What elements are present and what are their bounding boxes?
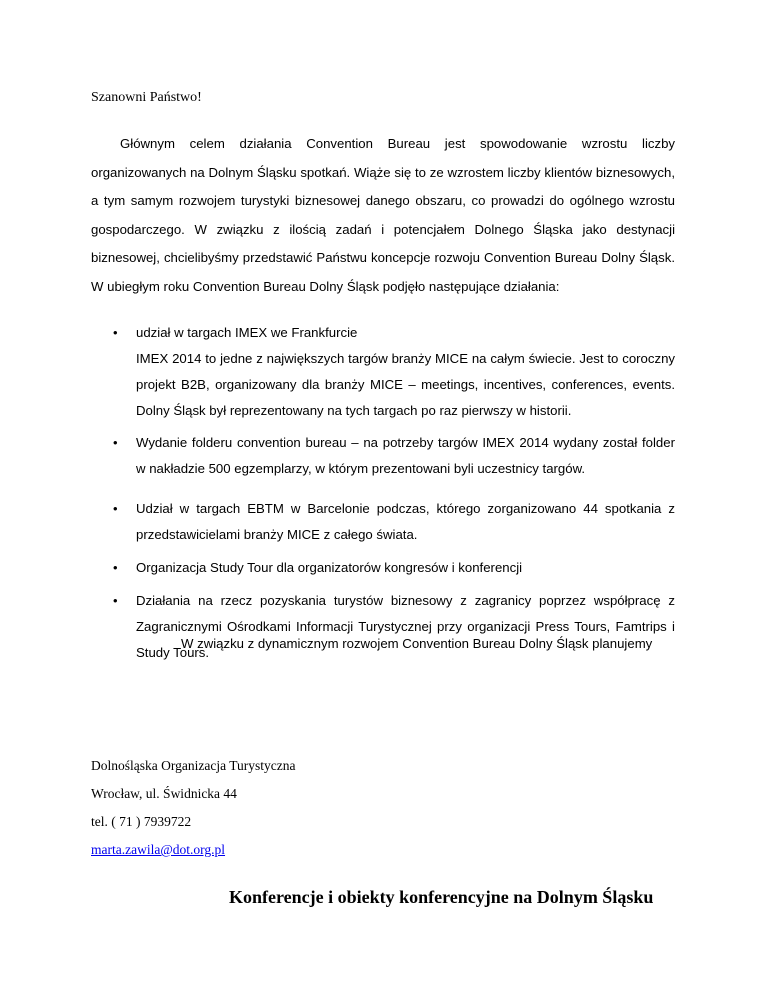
organization-name: Dolnośląska Organizacja Turystyczna xyxy=(91,758,296,773)
greeting: Szanowni Państwo! xyxy=(91,90,202,105)
list-item xyxy=(91,588,675,666)
list-item xyxy=(91,496,675,548)
contact-block xyxy=(91,752,295,864)
list-item-title: udział w targach IMEX we Frankfurcie xyxy=(136,325,358,340)
list-item-title: Organizacja Study Tour dla organizatorów kongresów i konferencji xyxy=(136,560,523,575)
intro-paragraph: Głównym celem działania Convention Bureau jest spowodowanie wzrostu liczby organizowanych na Dolnym Śląsku spotkań. Wiąże się to ze wzrostem liczby klientów biznesowych, a tym samym rozwojem turystyki biznesowej danego obszaru, co prowadzi do ogólnego wzrostu gospodarczego. W związku z ilością zadań i potencjałem Dolnego Śląska jako destynacji biznesowej, chcielibyśmy przedstawić Państwu koncepcje rozwoju Convention Bureau Dolny Śląsk. W ubiegłym roku Convention Bureau Dolny Śląsk podjęło następujące działania: xyxy=(91,136,675,294)
bullet-icon: • xyxy=(113,593,118,608)
activities-list xyxy=(91,320,675,666)
address: Wrocław, ul. Świdnicka 44 xyxy=(91,786,237,801)
bullet-icon: • xyxy=(113,560,118,575)
list-item-detail: IMEX 2014 to jedne z największych targów branży MICE na całym świecie. Jest to coroczny projekt B2B, organizowany dla branży MICE – meetings, incentives, conferences, events. Dolny Śląsk był reprezentowany na tych targach po raz pierwszy w historii. xyxy=(136,351,675,418)
bullet-icon: • xyxy=(113,435,118,450)
list-item-title: Działania na rzecz pozyskania turystów biznesowy z zagranicy poprzez współpracę z Zagranicznymi Ośrodkami Informacji Turystycznej przy organizacji Press Tours, Famtrips i Study Tours. xyxy=(136,593,675,660)
list-item-title: Wydanie folderu convention bureau – na potrzeby targów IMEX 2014 wydany został folder w nakładzie 500 egzemplarzy, w którym prezentowani byli uczestnicy targów. xyxy=(136,435,675,476)
phone: tel. ( 71 ) 7939722 xyxy=(91,814,192,829)
list-item xyxy=(91,555,675,581)
list-item-title: Udział w targach EBTM w Barcelonie podczas, którego zorganizowano 44 spotkania z przedstawicielami branży MICE z całego świata. xyxy=(136,501,675,542)
list-item xyxy=(91,430,675,482)
footer-title: Konferencje i obiekty konferencyjne na Dolnym Śląsku xyxy=(229,887,654,907)
list-item xyxy=(91,320,675,424)
bullet-icon: • xyxy=(113,325,118,340)
bullet-icon: • xyxy=(113,501,118,516)
closing-line: W związku z dynamicznym rozwojem Convention Bureau Dolny Śląsk planujemy xyxy=(181,636,653,651)
email-link[interactable]: marta.zawila@dot.org.pl xyxy=(91,842,226,857)
